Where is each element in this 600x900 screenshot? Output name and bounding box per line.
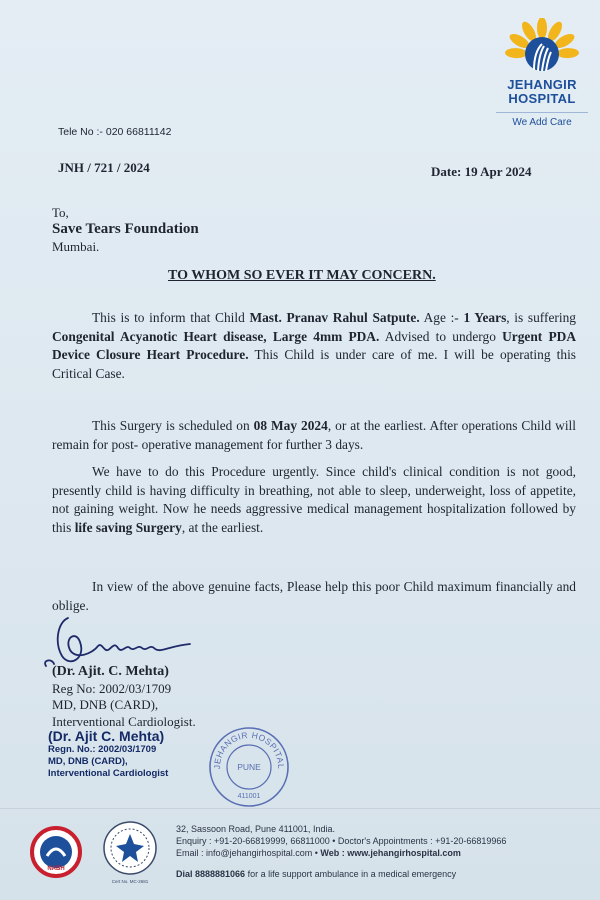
letter-subject: TO WHOM SO EVER IT MAY CONCERN. — [168, 268, 436, 283]
hospital-logo — [496, 18, 588, 128]
doctor-name: (Dr. Ajit. C. Mehta) — [52, 664, 169, 679]
enquiry-line: Enquiry : +91-20-66819999, 66811000 • Doctor's Appointments : +91-20-66819966 — [176, 836, 507, 846]
doctor-title: Interventional Cardiologist. — [52, 713, 196, 729]
address-line: 32, Sassoon Road, Pune 411001, India. — [176, 824, 335, 834]
ambulance-number[interactable]: Dial 8888881066 — [176, 869, 246, 879]
nabh-label: NABH — [47, 866, 65, 872]
telephone-number: Tele No :- 020 66811142 — [58, 126, 172, 138]
contact-line — [176, 847, 506, 859]
to-label: To, — [52, 205, 69, 220]
sunflower-logo-icon — [500, 18, 584, 78]
hospital-seal — [208, 726, 290, 813]
paragraph-2: This Surgery is scheduled on 08 May 2024, or at the earliest. After operations Child will remain for post- operative management for further 3 days. — [52, 418, 576, 452]
brand-name: JEHANGIR HOSPITAL — [507, 77, 577, 106]
ambulance-note: Dial 8888881066 for a life support ambulance in a medical emergency — [176, 869, 457, 879]
footer-divider — [0, 808, 600, 809]
hospital-address — [176, 823, 506, 859]
recipient-block — [52, 204, 199, 255]
doctor-details — [52, 664, 196, 730]
doctor-reg: Reg No: 2002/03/1709 — [52, 680, 172, 696]
doctor-degree: MD, DNB (CARD), — [52, 697, 159, 712]
stamp-degree: MD, DNB (CARD), — [48, 756, 128, 767]
website-link[interactable]: Web : www.jehangirhospital.com — [320, 848, 461, 858]
recipient-name: Save Tears Foundation — [52, 221, 199, 237]
reference-number: JNH / 721 / 2024 — [58, 160, 150, 175]
seal-ring-text: JEHANGIR HOSPITAL — [211, 729, 287, 770]
letter-date: Date: 19 Apr 2024 — [431, 164, 532, 179]
paragraph-3: We have to do this Procedure urgently. Since child's clinical condition is not good, presently child is having difficulty in breathing, not able to sleep, underweight, loss of appetite, not gaining weight. Now he needs aggressive medical management hospitalization followed by this life saving Surgery, at the earliest. — [52, 464, 576, 535]
doctor-stamp — [48, 728, 168, 780]
stamp-regn: Regn. No.: 2002/03/1709 — [48, 744, 157, 755]
paragraph-1: This is to inform that Child Mast. Pranav Rahul Satpute. Age :- 1 Years, is suffering Congenital Acyanotic Heart disease, Large 4mm PDA. Advised to undergo Urgent PDA Device Closure Heart Procedure. This Child is under care of me. I will be operating this Critical Case. — [52, 310, 576, 381]
stamp-title: Interventional Cardiologist — [48, 768, 169, 779]
brand-tagline: We Add Care — [496, 112, 588, 128]
email-text[interactable]: Email : info@jehangirhospital.com • — [176, 848, 321, 858]
seal-bottom-text: 411001 — [237, 793, 261, 800]
paragraph-4: In view of the above genuine facts, Please help this poor Child maximum financially and oblige. — [52, 579, 576, 613]
nabh-badge — [30, 826, 82, 883]
emblem-caption: Cert No. MC-2681 — [111, 879, 149, 884]
seal-center-text: PUNE — [237, 762, 261, 772]
stamp-name: (Dr. Ajit C. Mehta) — [48, 728, 165, 744]
accreditation-emblem — [100, 820, 160, 891]
recipient-city: Mumbai. — [52, 239, 100, 254]
